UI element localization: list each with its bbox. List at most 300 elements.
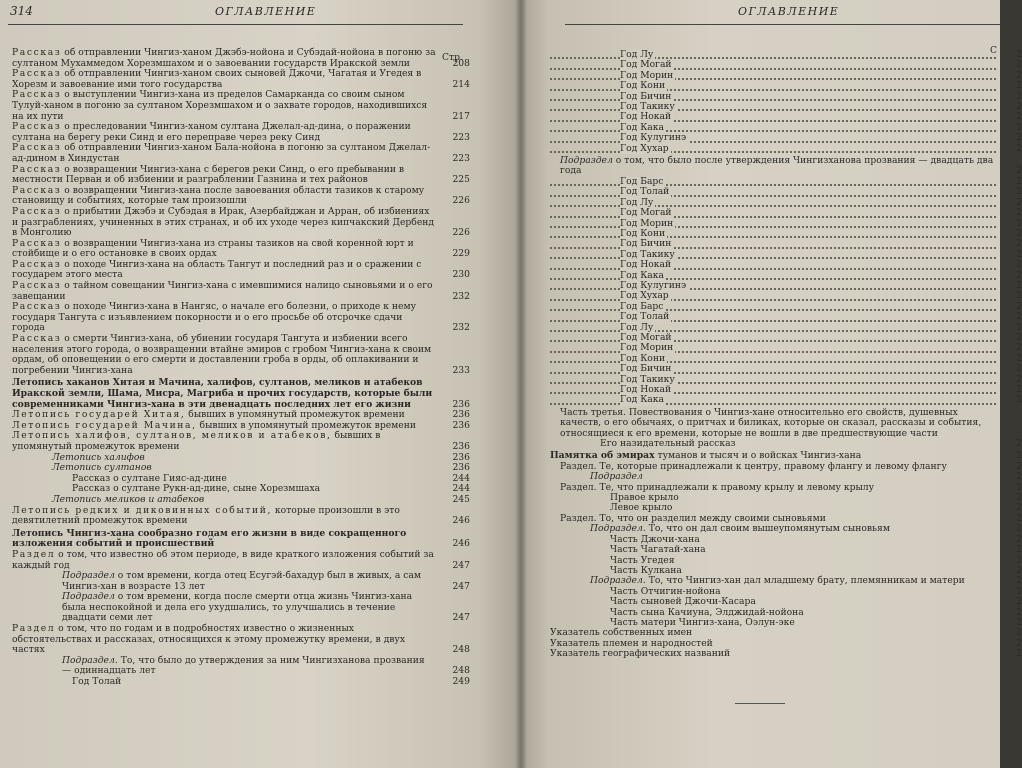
toc-entry-lead: Рассказ (12, 163, 62, 175)
toc-entry-text: Год Лу (620, 321, 654, 333)
toc-entry[interactable] (12, 302, 470, 334)
toc-entry-text: Рассказ о султане Гияс-ад-дине (72, 472, 227, 484)
toc-entry-page: 2 (1016, 59, 1022, 71)
toc-entry-text: бывших в упомянутый промежуток времени (12, 430, 381, 452)
toc-entry-page: 230 (452, 269, 470, 281)
toc-entry[interactable] (12, 656, 470, 677)
toc-entry-italic-lead: Подраздел. (62, 654, 118, 666)
toc-entry-title (12, 143, 436, 164)
toc-entry-page: 226 (452, 195, 470, 207)
toc-entry-title (590, 575, 965, 586)
dot-leader (550, 372, 996, 374)
toc-entry-lead: Раздел (12, 548, 56, 560)
toc-entry-text: Год Лу (620, 196, 654, 208)
toc-entry-page: 233 (452, 364, 470, 376)
header-rule-left (8, 24, 463, 25)
running-head-right: ОГЛАВЛЕНИЕ (738, 5, 840, 18)
toc-entry-text: Год Нокай (620, 259, 672, 271)
toc-entry-text: Часть Угедея (610, 554, 675, 566)
toc-entry-title (610, 565, 682, 576)
toc-entry-italic-lead: Подраздел. (590, 575, 646, 587)
page-number: 314 (10, 4, 33, 18)
toc-entry-page: 229 (452, 248, 470, 260)
toc-entry-title (610, 596, 756, 607)
toc-entry-page: 248 (452, 665, 470, 677)
toc-entry-page: 247 (452, 580, 470, 592)
toc-entry-title (12, 48, 436, 69)
toc-entry-text: То, что он разделил между своими сыновьями (596, 512, 826, 524)
toc-entry-lead: Рассказ (12, 121, 62, 133)
toc-entry-text: которые произошли в это девятилетний промежуток времени (12, 504, 400, 527)
toc-entry[interactable] (12, 550, 470, 571)
toc-entry-page: 2 (1016, 175, 1022, 187)
toc-entry-bold-lead: Летопись хаканов Хитая и Мачина, (12, 377, 204, 389)
dot-leader (550, 403, 996, 405)
toc-entry-text: Год Барс (620, 300, 664, 312)
toc-entry-text: То, что Чингиз-хан дал младшему брату, племянникам и матери (645, 575, 965, 587)
toc-entry[interactable] (12, 260, 470, 281)
toc-entry-page: 2 (1016, 460, 1022, 472)
toc-entry-page: 2 (1016, 227, 1022, 239)
dot-leader (550, 247, 996, 249)
toc-entry-page: 208 (452, 57, 470, 69)
toc-entry-text: Указатель собственных имен (550, 627, 693, 639)
toc-entry-text: Часть Джочи-хана (610, 533, 700, 545)
toc-entry-text: Рассказ о султане Рукн-ад-дине, сыне Хорезмшаха (72, 483, 321, 495)
toc-entry-page: 2 (1016, 248, 1022, 260)
toc-entry-page: 2 (1016, 512, 1022, 524)
toc-entry-page: 2 (1016, 165, 1022, 177)
toc-entry-page: 2 (1016, 627, 1022, 639)
toc-entry[interactable] (550, 439, 1020, 449)
toc-entry-text: Правое крыло (610, 492, 679, 504)
toc-entry-text: Часть Отчигин-нойона (610, 585, 721, 597)
toc-entry-title (590, 523, 890, 534)
toc-entry-page: 2 (1016, 101, 1022, 113)
toc-entry-page: 236 (452, 419, 470, 431)
toc-entry-text: Год Нокай (620, 384, 672, 395)
toc-entry-italic-lead: Летопись меликов и атабеков (52, 493, 205, 505)
toc-entry-text: об отправлении Чингиз-ханом Джэбэ-нойона и Субэдай-нойона в погоню за султаном Мухаммедом Хорезмшахом и о завоевании государств Иракской земли (12, 47, 436, 69)
toc-entry-text: Год Кака (620, 269, 664, 281)
toc-entry-text: То, что он дал своим вышеупомянутым сыновьям (645, 523, 891, 535)
toc-entry-title (560, 155, 993, 176)
toc-entry-text: бывших в упомянутый промежуток времени (185, 409, 405, 421)
toc-entry-text: Год Хухар (620, 290, 669, 302)
toc-entry-text: Часть матери Чингиз-хана, Оэлун-эке (610, 616, 795, 628)
toc-entry-page: 2 (1016, 606, 1022, 618)
toc-entry-page: 249 (452, 676, 470, 688)
dot-leader (550, 226, 996, 228)
toc-entry-text: Часть сыновей Джочи-Касара (610, 596, 756, 608)
toc-entry-page: 2 (1016, 352, 1022, 364)
toc-entry-page: 223 (452, 131, 470, 143)
toc-entry-page: 246 (452, 515, 470, 527)
toc-entry[interactable] (12, 506, 470, 527)
toc-entry-text: Повествования о Чингиз-хане относительно его свойств, душевных качеств, о его обычаях, о притчах и биликах, которые он сказал, рассказы и события, относящиеся к его времени, которые не вошли в две предшествующие части (560, 406, 982, 439)
toc-entry[interactable] (12, 69, 470, 90)
toc-entry-text: Год Кони (620, 227, 666, 239)
toc-entry[interactable] (550, 395, 1020, 405)
toc-entry-title (600, 438, 736, 449)
toc-entry-bold-lead: Памятка об эмирах (550, 450, 655, 462)
toc-entry-title (560, 513, 826, 524)
toc-entry-page: 2 (1016, 186, 1022, 198)
toc-entry-title (610, 502, 672, 513)
toc-entry[interactable] (550, 649, 1020, 659)
toc-entry[interactable] (550, 208, 1020, 218)
toc-entry-page: 226 (452, 227, 470, 239)
toc-entry-title (12, 207, 436, 239)
dot-leader (550, 109, 996, 111)
toc-entry-page: 2 (1016, 373, 1022, 385)
toc-entry-page: 2 (1016, 544, 1022, 556)
toc-entry-lead: Рассказ (12, 301, 62, 313)
toc-entry-title (62, 571, 436, 592)
dot-leader (550, 351, 996, 353)
toc-entry-title (12, 334, 436, 376)
toc-entry-text: об отправлении Чингиз-ханом Бала-нойона в погоню за султаном Джелал-ад-дином в Хиндустан (12, 142, 431, 164)
toc-entry-text: Год Барс (620, 175, 664, 187)
toc-entry-title (12, 69, 436, 90)
toc-entry[interactable] (12, 431, 470, 452)
toc-entry[interactable] (12, 207, 470, 239)
toc-entry-text: Указатель географических названий (550, 648, 731, 660)
toc-entry-lead: Раздел. (560, 460, 597, 472)
toc-entry-text: халифов, султанов, меликов и атабеков Иракской земли, Шама, Мисра, Магриба и прочих государств, которые были современниками Чингиз-хана в эти двенадцать последних лет его жизни (12, 377, 433, 410)
toc-entry-page: 2 (1016, 49, 1022, 60)
toc-entry-page: 2 (1016, 269, 1022, 281)
toc-entry-page: 2 (1016, 90, 1022, 102)
dot-leader (550, 99, 996, 101)
toc-entry-page: 2 (1016, 554, 1022, 566)
toc-entry-title (12, 506, 436, 527)
toc-entry-text: То, что было до утверждения за ним Чингизханова прозвания — одиннадцать лет (62, 654, 425, 677)
toc-entry-page: 2 (1016, 121, 1022, 133)
toc-entry-page: 2 (1016, 596, 1022, 608)
running-head-left: ОГЛАВЛЕНИЕ (215, 5, 317, 18)
toc-entry-title (560, 461, 947, 472)
toc-entry-page: 247 (452, 612, 470, 624)
toc-entry-title (12, 431, 436, 452)
toc-entry-page: 2 (1016, 637, 1022, 649)
toc-entry[interactable] (550, 156, 1020, 177)
toc-entry-title (560, 482, 874, 493)
toc-entry-text: Год Кони (620, 352, 666, 364)
toc-entry-text: Год Такику (620, 101, 675, 113)
toc-entry-lead: Раздел. (560, 481, 597, 493)
toc-entry-text: о выступлении Чингиз-хана из пределов Самарканда со своим сыном Тулуй-ханом в погоню за султаном Хорезмшахом и о захвате городов, находившихся на их пути (12, 89, 428, 122)
toc-entry-page: 2 (1016, 69, 1022, 81)
dot-leader (550, 89, 996, 91)
toc-entry-text: о том, что по годам и в подробностях известно о жизненных обстоятельствах и рассказах, относящихся к этому промежутку времени, в двух частях (12, 623, 405, 656)
toc-entry-lead: Летопись халифов, султанов, меликов и атабеков, (12, 430, 332, 442)
toc-entry[interactable] (12, 48, 470, 69)
dot-leader (550, 205, 996, 207)
toc-entry[interactable] (12, 334, 470, 376)
toc-right (550, 50, 1020, 660)
toc-entry-page: 2 (1016, 363, 1022, 375)
toc-entry-text: сообразно годам его жизни в виде сокращенного изложения событий и происшествий (12, 527, 407, 550)
toc-entry-italic-lead: Летопись халифов (52, 451, 145, 463)
toc-entry-text: Те, которые принадлежали к центру, правому флангу и левому флангу (596, 460, 947, 472)
toc-entry[interactable] (12, 571, 470, 592)
toc-entry-page: 2 (1016, 80, 1022, 92)
toc-entry-text: о том, что было после утверждения Чингизханова прозвания — двадцать два года (560, 155, 994, 177)
toc-entry-text: Год Кулугинэ (620, 279, 687, 291)
toc-entry-text: Год Могай (620, 207, 672, 219)
toc-entry-lead: Рассказ (12, 280, 62, 292)
toc-entry-lead: Рассказ (12, 184, 62, 196)
toc-entry-page: 244 (452, 472, 470, 484)
toc-entry[interactable] (12, 378, 470, 410)
toc-entry-title (12, 281, 436, 302)
toc-entry-italic-lead: Подраздел (62, 591, 115, 603)
toc-entry-page: 236 (452, 398, 470, 410)
toc-entry-text: Часть Чагатай-хана (610, 544, 706, 556)
toc-entry[interactable] (12, 122, 470, 143)
toc-entry-page: 217 (452, 110, 470, 122)
toc-entry[interactable] (12, 624, 470, 656)
dot-leader (550, 57, 996, 59)
toc-entry-page: 2 (1016, 238, 1022, 250)
toc-entry-title (12, 302, 436, 334)
toc-entry-lead: Рассказ (12, 333, 62, 345)
toc-entry[interactable] (550, 408, 1020, 439)
toc-entry-title (610, 534, 700, 545)
toc-entry-title (12, 550, 436, 571)
toc-entry-page: 2 (1016, 471, 1022, 483)
dot-leader (550, 299, 996, 301)
toc-entry-page: 2 (1016, 311, 1022, 323)
dot-leader (550, 278, 996, 280)
toc-entry-page: 2 (1016, 502, 1022, 514)
toc-entry-title (610, 607, 804, 618)
dot-leader (550, 78, 996, 80)
toc-entry-title (610, 617, 795, 628)
toc-entry-page: 236 (452, 409, 470, 421)
toc-entry-text: Часть сына Качиуна, Элджидай-нойона (610, 606, 804, 618)
toc-entry[interactable] (12, 143, 470, 164)
dot-leader (550, 320, 996, 322)
toc-entry-italic-lead: Подраздел. (590, 523, 646, 535)
toc-entry-page: 2 (1016, 616, 1022, 628)
toc-entry-page: 2 (1016, 533, 1022, 545)
toc-entry-lead: Рассказ (12, 237, 62, 249)
toc-entry[interactable] (550, 260, 1020, 270)
toc-entry-page: 2 (1016, 290, 1022, 302)
dot-leader (550, 236, 996, 238)
toc-entry[interactable] (12, 677, 470, 688)
toc-entry-title (12, 90, 436, 122)
toc-entry-page: 2 (1016, 394, 1022, 406)
toc-entry-page: 2 (1016, 492, 1022, 504)
toc-entry-page: 245 (452, 493, 470, 505)
toc-entry-page: 247 (452, 559, 470, 571)
toc-entry-text: о прибытии Джэбэ и Субэдая в Ирак, Азербайджан и Арран, об избиениях и разграблениях, учиненных в этих странах, и об их уходе через кипчакский Дербенд в Монголию (12, 205, 435, 239)
toc-entry-text: о смерти Чингиз-хана, об убиении государя Тангута и избиении всего населения этого города, о возвращении втайне эмиров с гробом Чингиз-хана к своим ордам, об оповещении о его смерти и доставлении гроба в орды, об оплакивании и погребении Чингиз-хана (12, 333, 432, 376)
toc-entry-page: 2 (1016, 648, 1022, 660)
toc-entry-text: бывших в упомянутый промежуток времени (196, 419, 416, 431)
toc-entry-italic-lead: Подраздел (62, 570, 115, 582)
toc-entry-text: Год Бичин (620, 363, 672, 375)
toc-entry-text: Год Морин (620, 69, 674, 81)
toc-entry-text: Те, что принадлежали к правому крылу и левому крылу (596, 481, 875, 493)
toc-entry-page: 236 (452, 451, 470, 463)
toc-entry-text: Левое крыло (610, 502, 673, 514)
toc-entry-text: Год Морин (620, 342, 674, 354)
toc-entry-title (590, 471, 643, 482)
toc-entry-title (12, 186, 436, 207)
toc-entry-text: Часть Кулкана (610, 564, 682, 576)
toc-entry-page: 2 (1016, 132, 1022, 144)
toc-entry-title (12, 260, 436, 281)
dot-leader (550, 361, 996, 363)
toc-entry-text: Год Нокай (620, 111, 672, 123)
toc-entry-lead: Рассказ (12, 142, 62, 154)
toc-entry-text: Год Толай (72, 676, 122, 688)
toc-entry-lead: Раздел (12, 623, 56, 635)
toc-entry-title (12, 624, 436, 656)
toc-entry-text: Год Кака (620, 394, 664, 406)
toc-entry-text: Его назидательный рассказ (600, 438, 736, 450)
toc-entry-text: о возвращении Чингиз-хана из страны тазиков на свой коренной юрт и стойбище и о его остановке в своих ордах (12, 237, 414, 260)
dot-leader (550, 288, 996, 290)
toc-entry-title (12, 122, 436, 143)
toc-entry-page: 2 (1016, 142, 1022, 154)
toc-entry-title (550, 638, 713, 649)
toc-entry-title (550, 648, 730, 659)
toc-entry-page: 223 (452, 152, 470, 164)
toc-entry-text: Год Кулугинэ (620, 132, 687, 144)
toc-entry[interactable] (12, 239, 470, 260)
toc-entry-text: Год Могай (620, 331, 672, 343)
toc-entry-page: 2 (1016, 585, 1022, 597)
toc-entry-title (12, 378, 436, 410)
toc-entry-page: 2 (1016, 111, 1022, 123)
toc-entry[interactable] (12, 529, 470, 550)
toc-entry-title (610, 586, 721, 597)
dot-leader (550, 68, 996, 70)
toc-entry-lead: Часть третья. (560, 406, 626, 418)
toc-entry-italic-lead: Подраздел (560, 155, 613, 167)
toc-entry-text: о том времени, когда отец Есугэй-бахадур был в живых, а сам Чингиз-хан в возрасте 13 лет (62, 570, 422, 592)
toc-entry-text: туманов и тысяч и о войсках Чингиз-хана (654, 450, 862, 462)
toc-entry-page: 236 (452, 440, 470, 452)
toc-entry-title (12, 165, 436, 186)
toc-entry-text: о возвращении Чингиз-хана с берегов реки Синд, о его пребывании в местности Перван и об избиении и разграблении Газнина и тех районов (12, 163, 405, 186)
toc-entry-page: 236 (452, 462, 470, 474)
dot-leader (550, 330, 996, 332)
toc-entry-page: 2 (1016, 438, 1022, 450)
toc-entry[interactable] (12, 592, 470, 624)
toc-entry-page: 2 (1016, 196, 1022, 208)
dot-leader (550, 195, 996, 197)
toc-entry-bold-lead: Летопись Чингиз-хана (12, 527, 135, 539)
toc-entry-page: 2 (1016, 481, 1022, 493)
toc-entry-text: Указатель племен и народностей (550, 637, 713, 649)
dot-leader (550, 120, 996, 122)
toc-entry-title (560, 407, 981, 439)
toc-entry-title (12, 239, 436, 260)
toc-entry-title (610, 492, 679, 503)
toc-entry-text: о возвращении Чингиз-хана после завоевания области тазиков к старому становищу и событиях, которые там произошли (12, 184, 425, 207)
toc-entry-page: 248 (452, 644, 470, 656)
toc-entry-page: 2 (1016, 342, 1022, 354)
toc-entry-page: 2 (1016, 217, 1022, 229)
toc-entry-text: Год Лу (620, 49, 654, 60)
toc-entry-page: 2 (1016, 450, 1022, 462)
closing-rule (735, 703, 785, 704)
dot-leader (550, 392, 996, 394)
dot-leader (550, 184, 996, 186)
toc-entry-lead: Раздел. (560, 512, 597, 524)
toc-entry-page: 2 (1016, 384, 1022, 395)
toc-entry-text: Год Кони (620, 80, 666, 92)
dot-leader (550, 257, 996, 259)
toc-entry-text: о походе Чингиз-хана в Нангяс, о начале его болезни, о приходе к нему государя Тангута с изъявлением покорности и о его просьбе об отсрочке сдачи города (12, 301, 417, 334)
toc-entry-text: Год Толай (620, 311, 670, 323)
toc-entry-page: 232 (452, 290, 470, 302)
toc-entry[interactable] (12, 165, 470, 186)
toc-entry-text: Год Могай (620, 59, 672, 71)
page-column-header-right: С (990, 45, 998, 56)
toc-entry-page: 2 (1016, 575, 1022, 587)
toc-entry[interactable] (12, 90, 470, 122)
toc-entry-text: о тайном совещании Чингиз-хана с имевшимися налицо сыновьями и о его завещании (12, 280, 433, 302)
dot-leader (550, 130, 996, 132)
toc-entry[interactable] (12, 281, 470, 302)
toc-entry[interactable] (550, 144, 1020, 154)
toc-entry-text: Год Бичин (620, 238, 672, 250)
toc-entry-title (72, 677, 436, 688)
toc-entry-page: 2 (1016, 300, 1022, 312)
toc-entry-title (550, 627, 692, 638)
toc-entry-page: 246 (452, 538, 470, 550)
dot-leader (550, 216, 996, 218)
toc-entry-lead: Рассказ (12, 258, 62, 270)
right-page (520, 0, 1022, 768)
toc-entry-lead: Летопись редких и диковинных событий, (12, 504, 273, 516)
toc-entry-text: о преследовании Чингиз-ханом султана Джелал-ад-дина, о поражении султана на берегу реки Синд и его переправе через реку Синд (12, 121, 411, 143)
toc-entry-lead: Рассказ (12, 68, 62, 80)
toc-entry[interactable] (12, 186, 470, 207)
toc-entry-italic-lead: Летопись султанов (52, 462, 152, 474)
toc-entry-page: 2 (1016, 279, 1022, 291)
toc-entry-lead: Летопись государей Мачина, (12, 419, 197, 431)
toc-left (12, 48, 470, 688)
toc-entry-text: Год Морин (620, 217, 674, 229)
toc-entry-page: 2 (1016, 207, 1022, 219)
toc-entry-text: о том, что известно об этом периоде, в виде краткого изложения событий за каждый год (12, 548, 434, 571)
book-gutter (515, 0, 527, 768)
toc-entry-page: 2 (1016, 331, 1022, 343)
toc-entry-text: Год Такику (620, 248, 675, 260)
toc-entry-title (62, 656, 436, 677)
toc-entry-title (610, 544, 706, 555)
toc-entry-lead: Летопись государей Хитая, (12, 409, 186, 421)
toc-entry-title (610, 555, 675, 566)
toc-entry-title (12, 529, 436, 550)
toc-entry[interactable] (550, 312, 1020, 322)
toc-entry-page: 2 (1016, 321, 1022, 333)
toc-entry-page: 2 (1016, 523, 1022, 535)
dot-leader (550, 141, 996, 143)
header-rule-right (565, 24, 1000, 25)
dot-leader (550, 382, 996, 384)
toc-entry-text: о том времени, когда после смерти отца жизнь Чингиз-хана была неспокойной и дела его ухудшались, то улучшались в течение двадцати семи лет (62, 591, 413, 624)
toc-entry-text: Год Толай (620, 186, 670, 198)
